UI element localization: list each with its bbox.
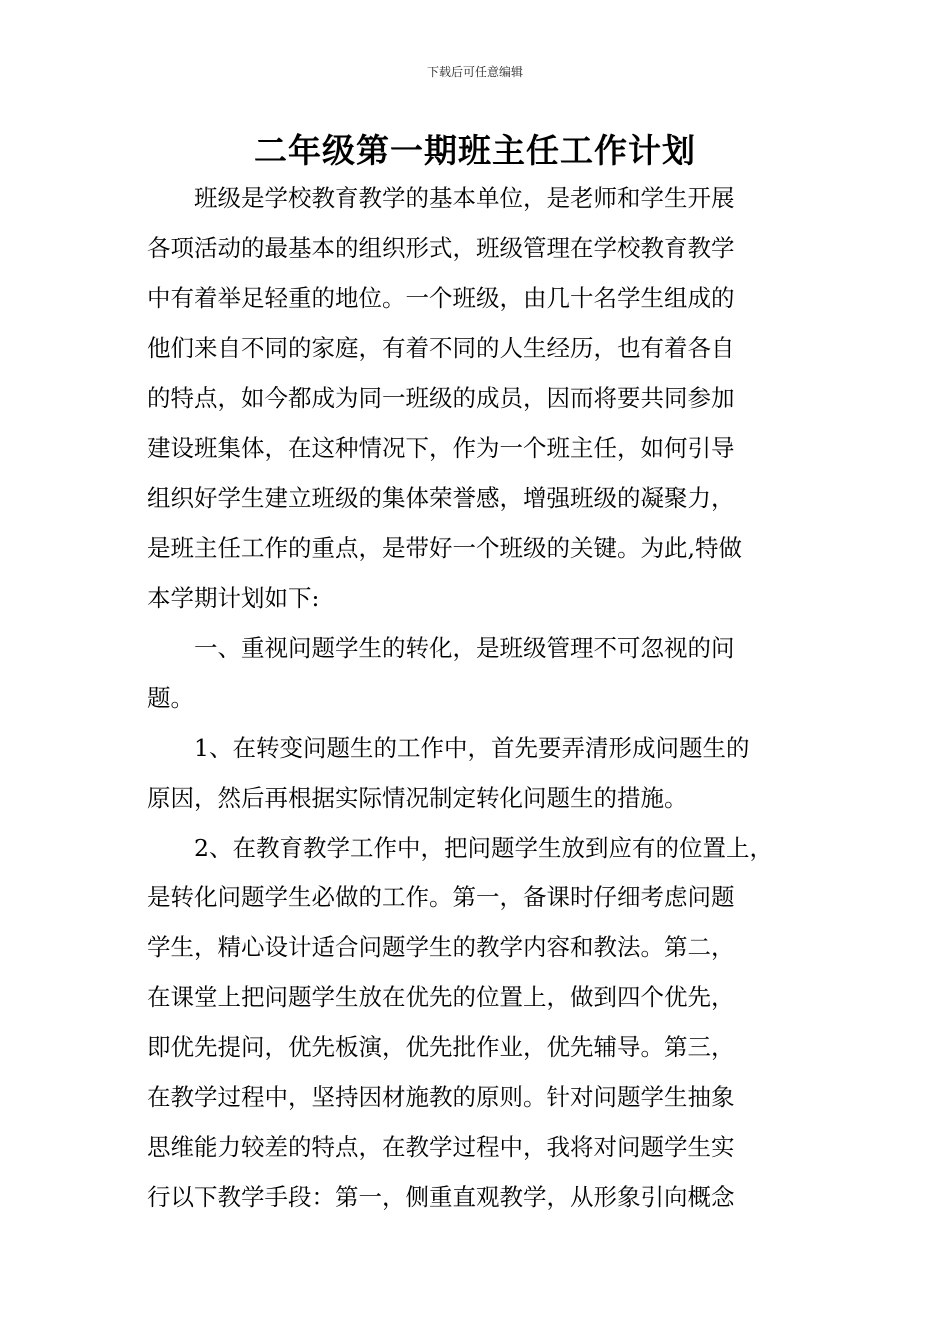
body-line: 本学期计划如下: bbox=[147, 584, 320, 612]
body-line: 是班主任工作的重点，是带好一个班级的关键。为此,特做 bbox=[147, 534, 742, 562]
body-line: 的特点，如今都成为同一班级的成员，因而将要共同参加 bbox=[147, 384, 735, 412]
section-heading-cont: 题。 bbox=[147, 684, 194, 712]
body-line: 中有着举足轻重的地位。一个班级，由几十名学生组成的 bbox=[147, 284, 735, 312]
body-line: 是转化问题学生必做的工作。第一，备课时仔细考虑问题 bbox=[147, 883, 735, 911]
body-line: 学生，精心设计适合问题学生的教学内容和教法。第二， bbox=[147, 933, 735, 961]
body-line: 原因，然后再根据实际情况制定转化问题生的措施。 bbox=[147, 784, 688, 812]
body-line: 班级是学校教育教学的基本单位，是老师和学生开展 bbox=[147, 184, 735, 212]
body-line: 即优先提问，优先板演，优先批作业，优先辅导。第三， bbox=[147, 1033, 735, 1061]
body-line: 在教学过程中，坚持因材施教的原则。针对问题学生抽象 bbox=[147, 1083, 735, 1111]
section-heading: 一、重视问题学生的转化，是班级管理不可忽视的问 bbox=[147, 634, 735, 662]
body-line: 他们来自不同的家庭，有着不同的人生经历，也有着各自 bbox=[147, 334, 735, 362]
body-line: 思维能力较差的特点，在教学过程中，我将对问题学生实 bbox=[147, 1133, 735, 1161]
page-header: 下载后可任意编辑 bbox=[426, 65, 523, 79]
body-line: 1、在转变问题生的工作中，首先要弄清形成问题生的 bbox=[147, 734, 750, 762]
body-line: 建设班集体，在这种情况下，作为一个班主任，如何引导 bbox=[147, 434, 735, 462]
body-line: 2、在教育教学工作中，把问题学生放到应有的位置上， bbox=[147, 834, 773, 862]
body-line: 组织好学生建立班级的集体荣誉感，增强班级的凝聚力， bbox=[147, 484, 735, 512]
document-title: 二年级第一期班主任工作计划 bbox=[254, 131, 696, 170]
body-line: 各项活动的最基本的组织形式，班级管理在学校教育教学 bbox=[147, 234, 735, 262]
body-line: 在课堂上把问题学生放在优先的位置上，做到四个优先， bbox=[147, 983, 735, 1011]
body-line: 行以下教学手段：第一，侧重直观教学，从形象引向概念 bbox=[147, 1183, 735, 1211]
